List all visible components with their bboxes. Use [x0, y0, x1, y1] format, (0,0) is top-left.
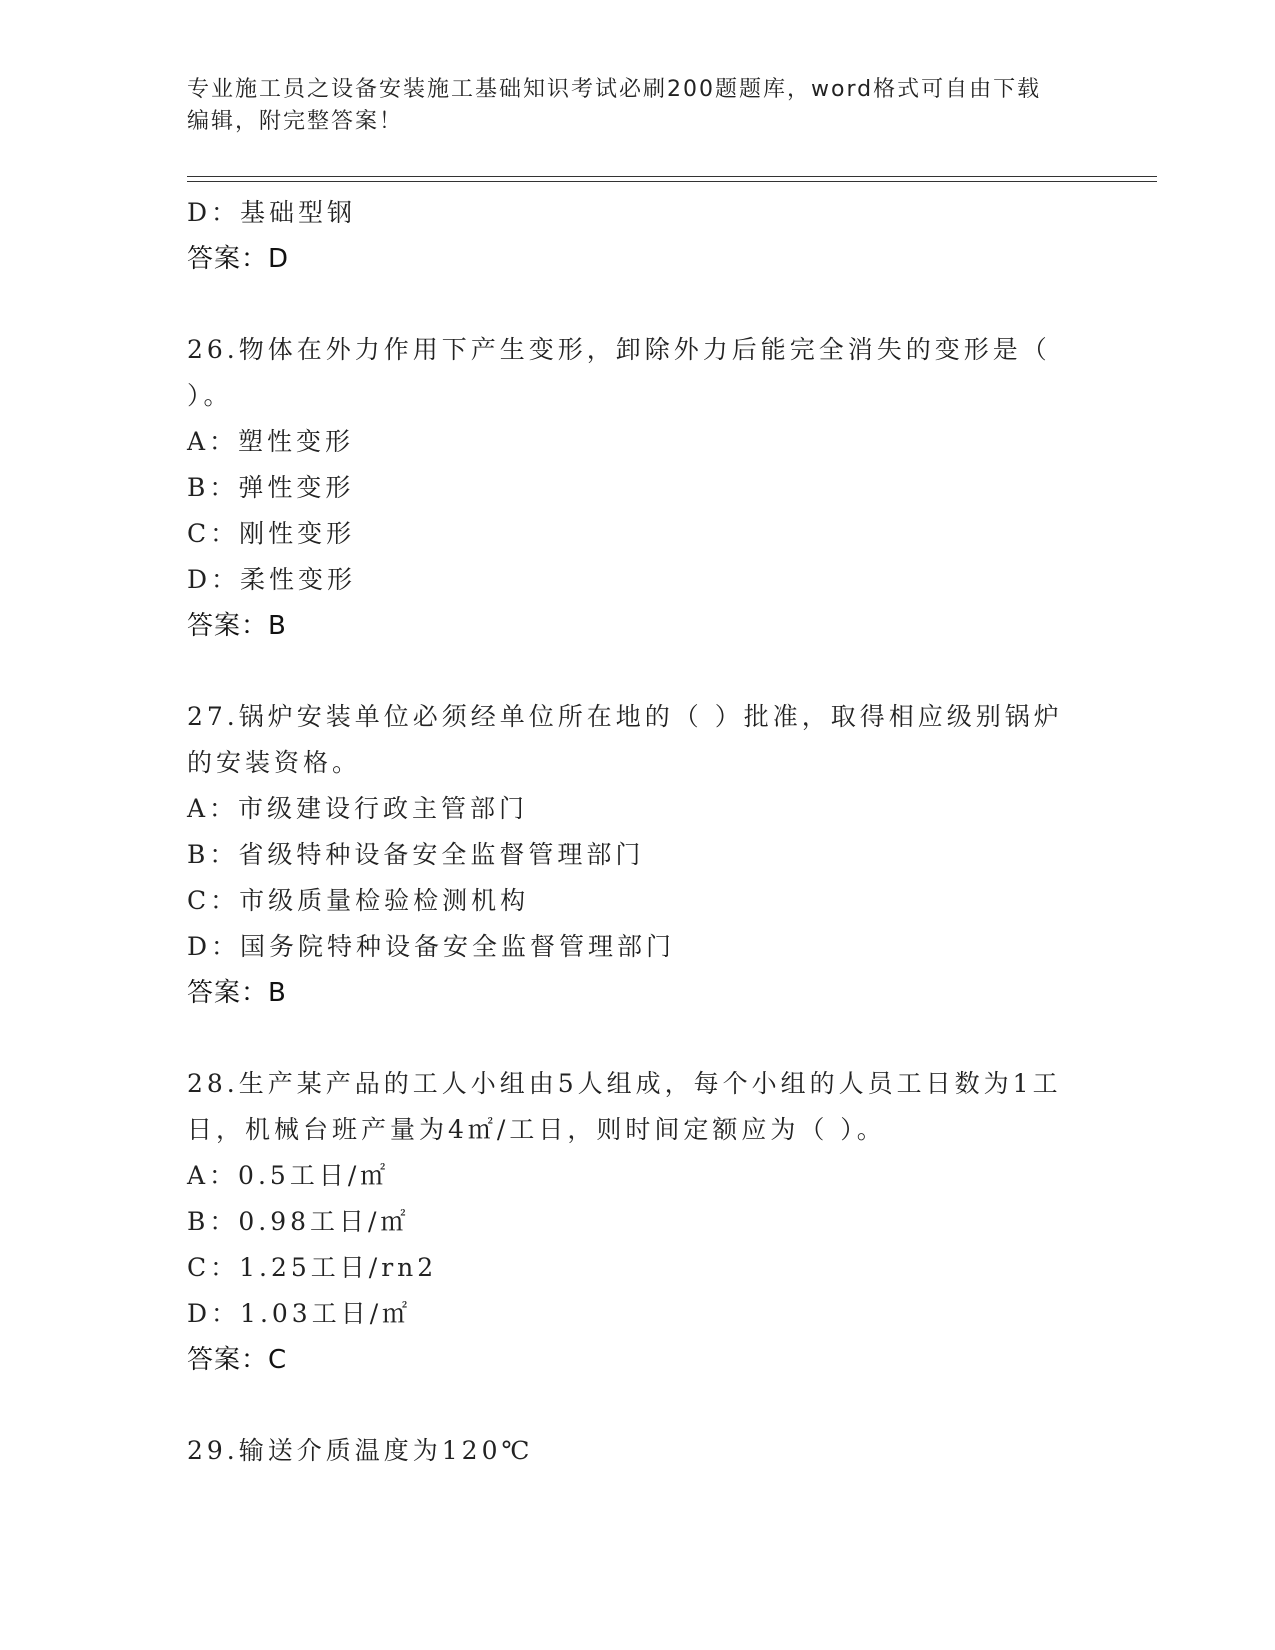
prev-question-answer: 答案：D [187, 244, 290, 274]
document-header [187, 74, 1087, 138]
question-26-option-a: A：塑性变形 [187, 427, 355, 456]
question-26 [187, 327, 1087, 649]
question-27-stem-line-1: 27.锅炉安装单位必须经单位所在地的（ ）批准，取得相应级别锅炉 [187, 702, 1063, 731]
header-divider-bottom [187, 181, 1157, 182]
header-line-2: 编辑，附完整答案！ [187, 109, 404, 134]
question-26-stem-line-2: ）。 [187, 381, 233, 410]
question-28-option-c: C：1.25工日/rn2 [187, 1253, 438, 1282]
question-27-answer: 答案：B [187, 978, 287, 1008]
question-27-option-d: D：国务院特种设备安全监督管理部门 [187, 932, 676, 961]
question-27-stem-line-2: 的安装资格。 [187, 748, 362, 777]
question-27-option-c: C：市级质量检验检测机构 [187, 886, 530, 915]
question-27 [187, 694, 1087, 1016]
question-28-stem-line-2: 日，机械台班产量为4㎡/工日，则时间定额应为（ ）。 [187, 1115, 886, 1144]
question-26-answer: 答案：B [187, 611, 287, 641]
question-26-stem-line-1: 26.物体在外力作用下产生变形，卸除外力后能完全消失的变形是（ [187, 335, 1051, 364]
question-29-stem-line-1: 29.输送介质温度为120℃ [187, 1436, 534, 1465]
question-28-answer: 答案：C [187, 1345, 288, 1375]
question-26-option-d: D：柔性变形 [187, 565, 357, 594]
header-divider-top [187, 176, 1157, 177]
question-28-option-b: B：0.98工日/㎡ [187, 1207, 410, 1236]
prev-question-option-d: D：基础型钢 [187, 198, 357, 227]
question-28-option-a: A：0.5工日/㎡ [187, 1161, 390, 1190]
question-28 [187, 1061, 1087, 1383]
question-28-stem-line-1: 28.生产某产品的工人小组由5人组成，每个小组的人员工日数为1工 [187, 1069, 1062, 1098]
question-29 [187, 1428, 1087, 1474]
question-26-option-b: B：弹性变形 [187, 473, 355, 502]
question-list [187, 190, 1087, 1474]
header-line-1: 专业施工员之设备安装施工基础知识考试必刷200题题库，word格式可自由下载 [187, 77, 1042, 102]
question-27-option-a: A：市级建设行政主管部门 [187, 794, 529, 823]
question-26-option-c: C：刚性变形 [187, 519, 356, 548]
question-28-option-d: D：1.03工日/㎡ [187, 1299, 412, 1328]
question-27-option-b: B：省级特种设备安全监督管理部门 [187, 840, 645, 869]
